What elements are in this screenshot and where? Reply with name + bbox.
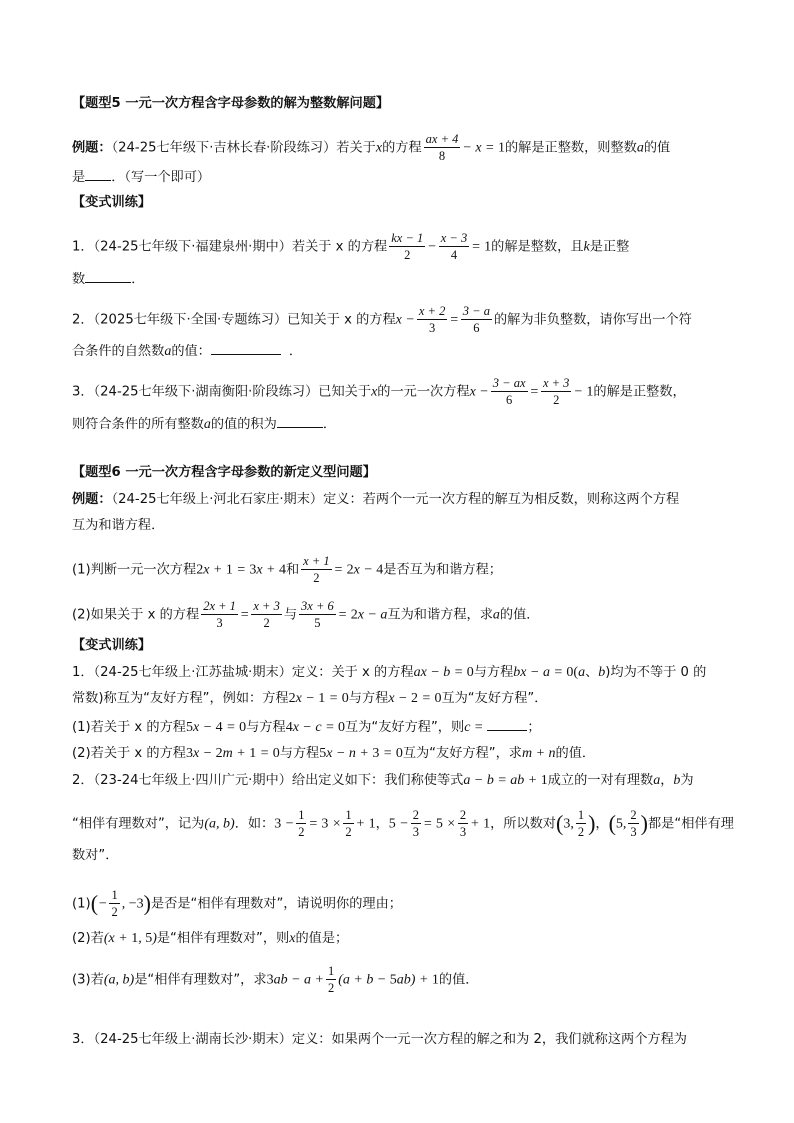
section-6-v3: 3．（24-25七年级上·湖南长沙·期末）定义：如果两个一元一次方程的解之和为 2，我们就称这两个方程为 — [72, 1032, 687, 1047]
section-6-variant-title: 【变式训练】 — [72, 638, 152, 653]
section-6-v2-line2: “相伴有理数对”，记为(a, b)．如：3 − $\frac{1}{2}$ = 3 × $\frac{1}{2}$ + 1，5 − $\frac{2}{3}$ = 5 × $\frac{2}{3}$ + 1，所以数对(3, $\frac{1}{2}$ )，(5, $\frac{2}{3}$ )都是“相伴有理 — [72, 808, 734, 839]
section-6-title: 【题型6 一元一次方程含字母参数的新定义型问题】 — [72, 465, 376, 480]
section-6-v1-part1: (1)若关于 x 的方程5x − 4 = 0与方程4x − c = 0互为“友好方程”，则c = ； — [72, 716, 722, 737]
section-5-example-line2: 是 ．（写一个即可） — [72, 166, 722, 187]
section-5-q3-line2: 则符合条件的所有整数a的值的积为 ． — [72, 413, 722, 434]
section-6-example: 例题：（24-25七年级上·河北石家庄·期末）定义：若两个一元一次方程的解互为相反数，则称这两个方程 — [72, 492, 680, 507]
answer-blank[interactable] — [85, 268, 131, 283]
section-5-q1-line2: 数 ． — [72, 268, 722, 289]
section-6-v2-part1: (1)(− $\frac{1}{2}$ , −3)是否是“相伴有理数对”，请说明你的理由； — [72, 888, 402, 919]
section-6-v1-line2: 常数)称互为“友好方程”，例如：方程2x − 1 = 0与方程x − 2 = 0互为“友好方程”． — [72, 691, 548, 706]
section-6-example-part1: (1)判断一元一次方程2x + 1 = 3x + 4和 $\frac{x + 1}{2}$ = 2x − 4是否互为和谐方程； — [72, 554, 502, 585]
section-6-example-part2: (2)如果关于 x 的方程 $\frac{2x + 1}{3}$ = $\frac{x + 3}{2}$ 与 $\frac{3x + 6}{5}$ = 2x − a互为和谐方程，求a的值． — [72, 599, 540, 630]
section-6-v1: 1．（24-25七年级上·江苏盐城·期末）定义：关于 x 的方程ax − b = 0与方程bx − a = 0(a、b)均为不等于 0 的 — [72, 665, 707, 680]
section-6-v2-line3: 数对”． — [72, 848, 119, 863]
answer-blank[interactable] — [277, 413, 323, 428]
answer-blank[interactable] — [487, 716, 527, 731]
section-5-title: 【题型5 一元一次方程含字母参数的解为整数解问题】 — [72, 96, 390, 111]
section-5-q3: 3．（24-25七年级下·湖南衡阳·阶段练习）已知关于x的一元一次方程x − $\frac{3 - ax}{6}$ = $\frac{x + 3}{2}$ − 1的解是正整数， — [72, 376, 686, 407]
section-5-variant-title: 【变式训练】 — [72, 195, 152, 210]
section-6-v2: 2．（23-24七年级上·四川广元·期中）给出定义如下：我们称使等式a − b = ab + 1成立的一对有理数a，b为 — [72, 773, 694, 788]
answer-blank[interactable] — [85, 166, 111, 181]
section-6-example-line2: 互为和谐方程． — [72, 518, 165, 533]
section-6-v2-part3: (3)若(a, b)是“相伴有理数对”，求3ab − a + $\frac{1}{2}$ (a + b − 5ab) + 1的值． — [72, 964, 479, 995]
answer-blank[interactable] — [211, 340, 281, 355]
section-5-q2-line2: 合条件的自然数a的值： ． — [72, 340, 722, 361]
section-6-v2-part2: (2)若(x + 1, 5)是“相伴有理数对”，则x的值是； — [72, 931, 349, 946]
section-5-q1: 1．（24-25七年级下·福建泉州·期中）若关于 x 的方程 $\frac{kx - 1}{2}$ − $\frac{x - 3}{4}$ = 1的解是整数，且k是正整 — [72, 231, 630, 262]
section-5-example: 例题：（24-25七年级下·吉林长春·阶段练习）若关于x的方程 $\frac{ax + 4}{8}$ − x = 1的解是正整数，则整数a的值 — [72, 132, 671, 163]
section-6-v1-part2: (2)若关于 x 的方程3x − 2m + 1 = 0与方程5x − n + 3 = 0互为“友好方程”，求m + n的值． — [72, 746, 596, 761]
section-5-q2: 2．（2025七年级下·全国·专题练习）已知关于 x 的方程x − $\frac{x + 2}{3}$ = $\frac{3 - a}{6}$ 的解为非负整数，请你写出一个符 — [72, 304, 692, 335]
